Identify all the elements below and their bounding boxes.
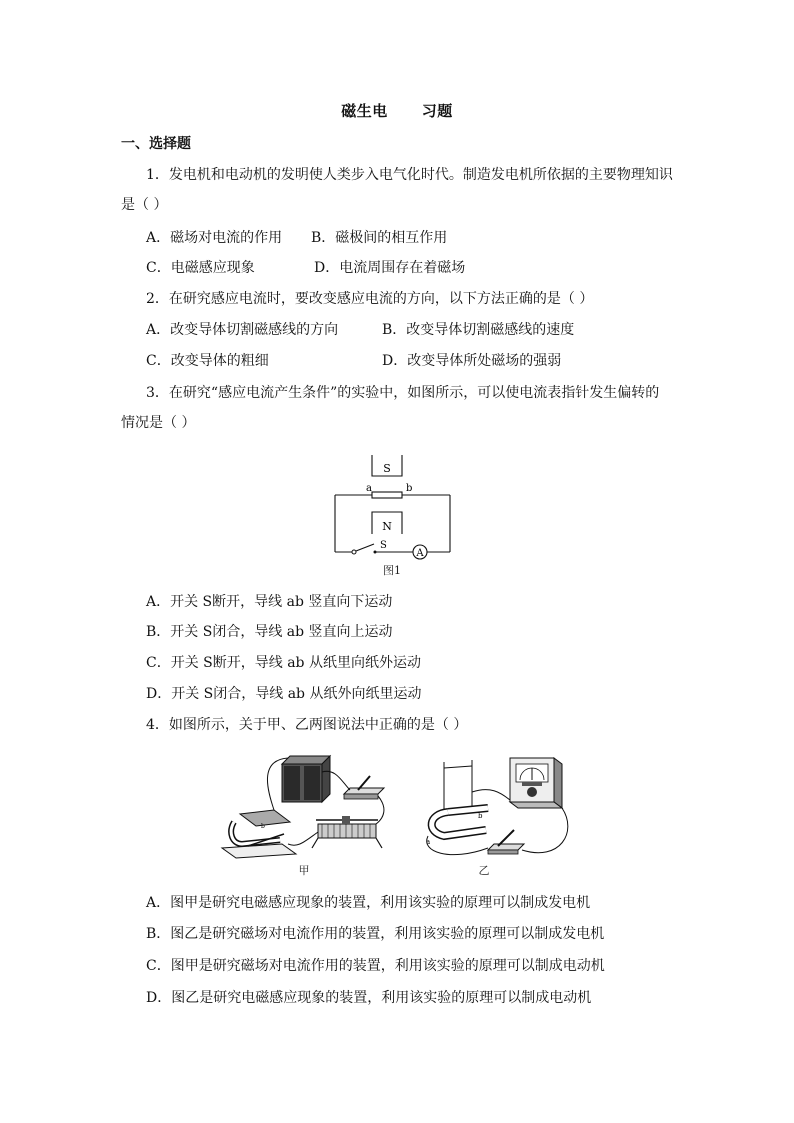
- q3-stem-line1: 3．在研究“感应电流产生条件”的实验中，如图所示，可以使电流表指针发生偏转的: [146, 385, 660, 401]
- ammeter-symbol: [413, 545, 427, 559]
- magnet-s-pole: [372, 455, 402, 476]
- galvanometer-illustration: [510, 758, 562, 808]
- q1-option-c: C．电磁感应现象: [146, 260, 255, 276]
- q4-option-c: C．图甲是研究磁场对电流作用的装置，利用该实验的原理可以制成电动机: [146, 958, 605, 974]
- q4-option-a: A．图甲是研究电磁感应现象的装置，利用该实验的原理可以制成发电机: [146, 895, 591, 911]
- q2-option-d: D．改变导体所处磁场的强弱: [382, 353, 562, 369]
- q1-option-b: B．磁极间的相互作用: [311, 230, 448, 246]
- q3-circuit-figure: [330, 450, 460, 580]
- q1-option-d: D．电流周围存在着磁场: [314, 260, 466, 276]
- q4-stem: 4．如图所示，关于甲、乙两图说法中正确的是（ ）: [146, 717, 468, 733]
- label-a: a: [366, 483, 372, 494]
- q4-figure-left: [218, 752, 398, 877]
- battery-illustration: [282, 756, 330, 802]
- q2-stem: 2．在研究感应电流时，要改变感应电流的方向，以下方法正确的是（ ）: [146, 291, 594, 307]
- q3-option-d: D．开关 S闭合，导线 ab 从纸外向纸里运动: [146, 686, 422, 702]
- q3-option-a: A．开关 S断开，导线 ab 竖直向下运动: [146, 594, 393, 610]
- q4-figure-right: [410, 752, 580, 877]
- horseshoe-magnet-illustration-right: [426, 808, 488, 846]
- rod-b-label: b: [478, 812, 483, 820]
- horseshoe-magnet-illustration: [222, 810, 296, 858]
- knife-switch-illustration-right: [488, 830, 524, 854]
- magnet-s-label: S: [383, 462, 391, 475]
- q4-option-d: D．图乙是研究电磁感应现象的装置，利用该实验的原理可以制成电动机: [146, 990, 592, 1006]
- section-heading: 一、选择题: [121, 136, 191, 152]
- magnet-n-label: N: [382, 520, 392, 533]
- circuit-wires: [335, 495, 450, 552]
- q3-option-c: C．开关 S断开，导线 ab 从纸里向纸外运动: [146, 655, 421, 671]
- page-title: [0, 100, 794, 121]
- knife-switch-illustration: [344, 776, 384, 799]
- title-sub: 习题: [421, 102, 453, 120]
- stand-illustration: [444, 760, 472, 814]
- q1-option-a: A．磁场对电流的作用: [146, 230, 283, 246]
- magnet-b-label: b: [261, 823, 265, 830]
- figure-caption: 图1: [383, 564, 401, 577]
- q1-stem-line2: 是（ ）: [121, 197, 168, 213]
- q2-option-b: B．改变导体切割磁感线的速度: [382, 322, 575, 338]
- q2-option-c: C．改变导体的粗细: [146, 353, 269, 369]
- rod-a-label: a: [426, 838, 431, 846]
- q4-option-b: B．图乙是研究磁场对电流作用的装置，利用该实验的原理可以制成发电机: [146, 926, 605, 942]
- magnet-n-pole: [372, 512, 402, 534]
- q1-stem-line1: 1．发电机和电动机的发明使人类步入电气化时代。制造发电机所依据的主要物理知识: [146, 167, 673, 183]
- q3-stem-line2: 情况是（ ）: [121, 415, 196, 431]
- q2-option-a: A．改变导体切割磁感线的方向: [146, 322, 339, 338]
- rheostat-illustration: [312, 816, 382, 848]
- switch-label: S: [380, 540, 387, 551]
- conductor-ab: [372, 492, 402, 498]
- q3-option-b: B．开关 S闭合，导线 ab 竖直向上运动: [146, 624, 393, 640]
- figure-caption-right: 乙: [478, 864, 490, 877]
- figure-caption-left: 甲: [298, 864, 310, 877]
- ammeter-label: A: [416, 548, 424, 559]
- label-b: b: [406, 483, 413, 494]
- title-main: 磁生电: [341, 102, 388, 120]
